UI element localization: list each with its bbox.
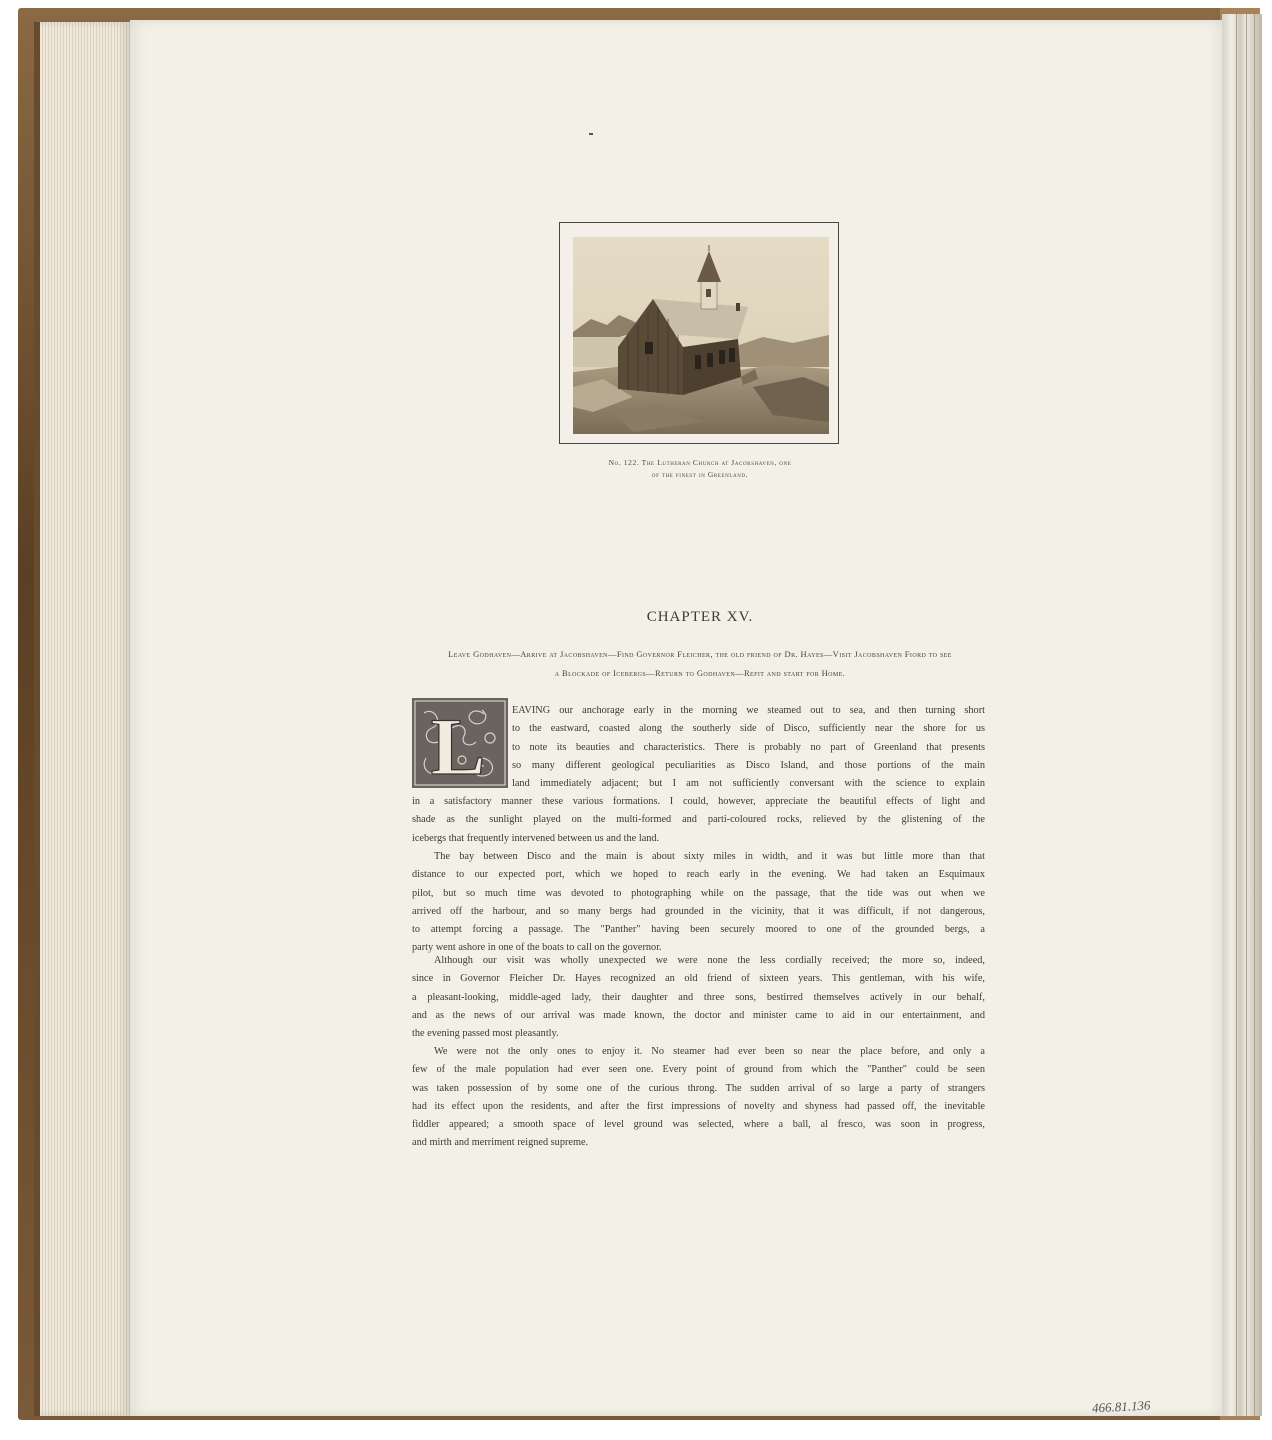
caption-line-1: No. 122. The Lutheran Church at Jacobshaven, one — [608, 458, 792, 467]
dropcap-letter: L — [430, 701, 486, 788]
plate-caption — [520, 457, 880, 481]
text-line: We were not the only ones to enjoy it. No steamer had ever been so near the place before, and only a — [434, 1046, 985, 1057]
left-page-stack — [34, 22, 130, 1416]
chapter-title: CHAPTER XV. — [646, 609, 754, 625]
paragraph-3 — [412, 952, 985, 1043]
text-line: party went ashore in one of the boats to call on the governor. — [412, 942, 662, 954]
text-line: and mirth and merriment reigned supreme. — [412, 1137, 589, 1149]
text-line: a pleasant-looking, middle-aged lady, their daughter and three sons, bestirred themselves actively in our behalf, — [412, 991, 985, 1003]
page-edge-line — [1236, 14, 1237, 1416]
text-line: to the eastward, coasted along the southerly side of Disco, sufficiently near the shore for us — [512, 723, 985, 735]
paragraph-4 — [412, 1043, 985, 1153]
text-line: land immediately adjacent; but I am not sufficiently conversant with the science to explain — [512, 778, 985, 790]
text-line: in a satisfactory manner these various formations. I could, however, appreciate the beautiful effects of light and — [412, 796, 985, 807]
left-cover-edge — [34, 22, 40, 1416]
text-line: and as the news of our arrival was made known, the doctor and minister came to aid in our entertainment, and — [412, 1009, 985, 1021]
text-line: arrived off the harbour, and so many bergs had grounded in the vicinity, that it was difficult, if not dangerous, — [412, 905, 985, 917]
catalog-number: 466.81.136 — [1091, 1397, 1151, 1416]
text-line: Although our visit was wholly unexpected we were none the less cordially received; the more so, indeed, — [434, 955, 985, 966]
text-line: The bay between Disco and the main is about sixty miles in width, and it was but little more than that — [434, 851, 985, 862]
text-line: was taken possession of by some one of the curious throng. The sudden arrival of so large a party of strangers — [412, 1082, 985, 1094]
text-line: to attempt forcing a passage. The "Panther" having been securely moored to one of the grounded bergs, a — [412, 924, 985, 936]
text-line: so many different geological peculiarities as Disco Island, and those portions of the main — [512, 759, 985, 771]
synopsis-line: Leave Godhaven—Arrive at Jacobshaven—Find Governor Fleicher, the old friend of Dr. Hayes—Visit Jacobshaven Fiord to see — [448, 649, 952, 659]
synopsis-line: a Blockade of Icebergs—Return to Godhaven—Refit and start for Home. — [554, 668, 846, 678]
paragraph-2 — [412, 848, 985, 958]
page-edge-line — [1254, 14, 1255, 1416]
text-line: the evening passed most pleasantly. — [412, 1028, 559, 1040]
text-line: few of the male population had ever seen one. Every point of ground from which the "Panther" could be seen — [412, 1064, 985, 1076]
text-line: icebergs that frequently intervened between us and the land. — [412, 832, 660, 844]
text-line: pilot, but so much time was devoted to photographing while on the passage, that the tide was out when we — [412, 887, 985, 899]
paragraph-1-rest — [412, 793, 985, 848]
church-photograph — [573, 237, 829, 434]
paragraph-1-intro — [512, 702, 985, 793]
ornamental-dropcap — [412, 698, 508, 788]
page-edge-line — [1246, 14, 1247, 1416]
chapter-synopsis — [404, 645, 996, 683]
text-line: shade as the sunlight played on the multi-formed and parti-coloured rocks, relieved by the glistening of the — [412, 814, 985, 826]
text-line: distance to our expected port, which we hoped to reach early in the evening. We had taken an Esquimaux — [412, 869, 985, 881]
page-mark — [589, 133, 593, 135]
caption-line-2: of the finest in Greenland. — [651, 470, 749, 479]
right-page-stack — [1222, 14, 1262, 1416]
text-line: had its effect upon the residents, and after the first impressions of novelty and shyness had passed off, the inevitable — [412, 1100, 985, 1112]
text-line: EAVING our anchorage early in the morning we steamed out to sea, and then turning short — [512, 705, 985, 716]
text-line: to note its beauties and characteristics. There is probably no part of Greenland that presents — [512, 741, 985, 753]
text-line: fiddler appeared; a smooth space of level ground was selected, where a ball, al fresco, was soon in progress, — [412, 1119, 985, 1131]
text-line: since in Governor Fleicher Dr. Hayes recognized an old friend of sixteen years. This gentleman, with his wife, — [412, 973, 985, 985]
